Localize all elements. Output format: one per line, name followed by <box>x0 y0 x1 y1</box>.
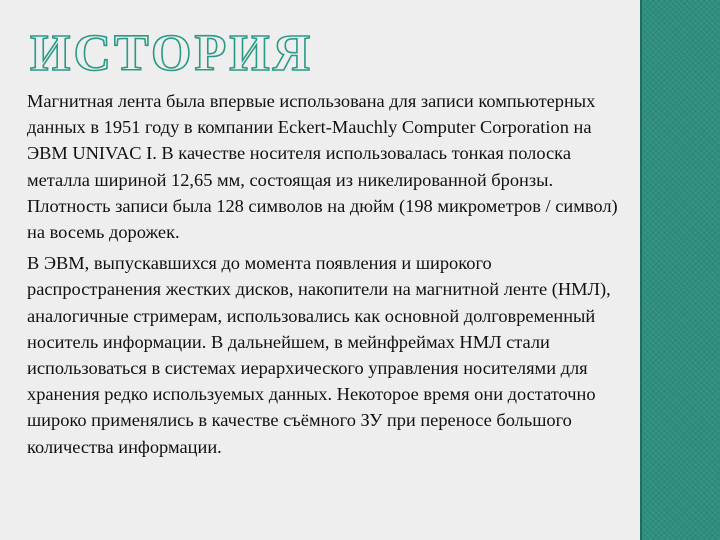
slide-title: ИСТОРИЯ <box>30 25 314 82</box>
body-paragraph-1: Магнитная лента была впервые использована для записи компьютерных данных в 1951 году в компании Eckert-Mauchly Computer Corporation на ЭВМ UNIVAC I. В качестве носителя использовалась тонкая полоска металла шириной 12,65 мм, состоящая из никелированной бронзы. Плотность записи была 128 символов на дюйм (198 микрометров / символ) на восемь дорожек. <box>27 91 618 243</box>
side-band-edge <box>640 0 642 540</box>
body-paragraph-2: В ЭВМ, выпускавшихся до момента появления и широкого распространения жестких дисков, накопители на магнитной ленте (НМЛ), аналогичные стримерам, использовались как основной долговременный носитель информации. В дальнейшем, в мейнфреймах НМЛ стали использоваться в системах иерархического управления носителями для хранения редко используемых данных. Некоторое время они достаточно широко применялись в качестве съёмного ЗУ при переносе большого количества информации. <box>27 253 611 457</box>
decorative-side-band <box>640 0 720 540</box>
slide-body <box>27 88 625 465</box>
